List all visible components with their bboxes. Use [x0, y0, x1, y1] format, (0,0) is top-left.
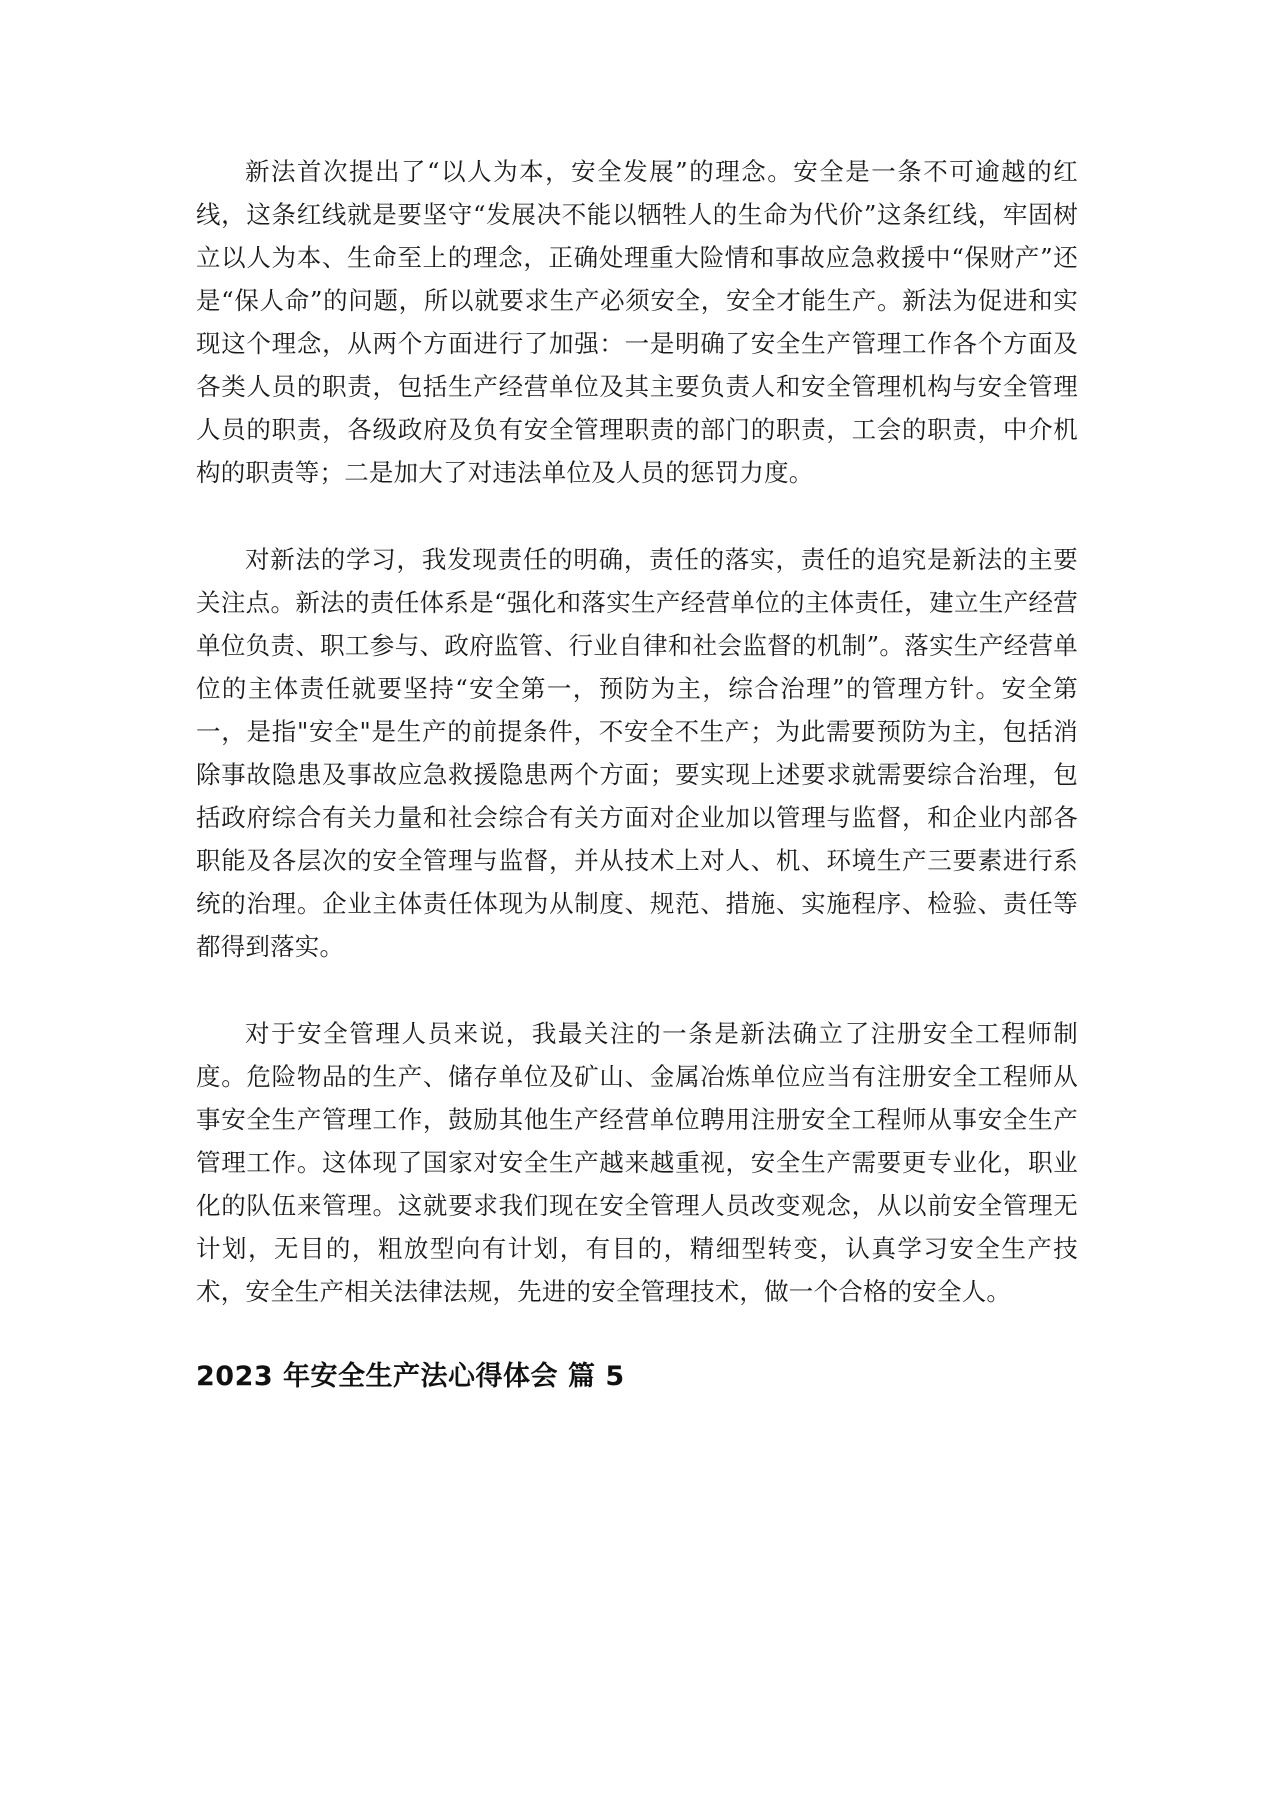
paragraph-1: 新法首次提出了“以人为本，安全发展”的理念。安全是一条不可逾越的红线，这条红线就是要坚守“发展决不能以牺牲人的生命为代价”这条红线，牢固树立以人为本、生命至上的理念，正确处理重大险情和事故应急救援中“保财产”还是“保人命”的问题，所以就要求生产必须安全，安全才能生产。新法为促进和实现这个理念，从两个方面进行了加强：一是明确了安全生产管理工作各个方面及各类人员的职责，包括生产经营单位及其主要负责人和安全管理机构与安全管理人员的职责，各级政府及负有安全管理职责的部门的职责，工会的职责，中介机构的职责等；二是加大了对违法单位及人员的惩罚力度。 [196, 157, 1078, 487]
document-body [196, 150, 1078, 1397]
paragraph-3: 对于安全管理人员来说，我最关注的一条是新法确立了注册安全工程师制度。危险物品的生产、储存单位及矿山、金属冶炼单位应当有注册安全工程师从事安全生产管理工作，鼓励其他生产经营单位聘用注册安全工程师从事安全生产管理工作。这体现了国家对安全生产越来越重视，安全生产需要更专业化，职业化的队伍来管理。这就要求我们现在安全管理人员改变观念，从以前安全管理无计划，无目的，粗放型向有计划，有目的，精细型转变，认真学习安全生产技术，安全生产相关法律法规，先进的安全管理技术，做一个合格的安全人。 [196, 1019, 1078, 1306]
section-heading: 2023 年安全生产法心得体会 篇 5 [196, 1361, 625, 1392]
paragraph-2: 对新法的学习，我发现责任的明确，责任的落实，责任的追究是新法的主要关注点。新法的责任体系是“强化和落实生产经营单位的主体责任，建立生产经营单位负责、职工参与、政府监管、行业自律和社会监督的机制”。落实生产经营单位的主体责任就要坚持“安全第一，预防为主，综合治理”的管理方针。安全第一，是指"安全"是生产的前提条件，不安全不生产；为此需要预防为主，包括消除事故隐患及事故应急救援隐患两个方面；要实现上述要求就需要综合治理，包括政府综合有关力量和社会综合有关方面对企业加以管理与监督，和企业内部各职能及各层次的安全管理与监督，并从技术上对人、机、环境生产三要素进行系统的治理。企业主体责任体现为从制度、规范、措施、实施程序、检验、责任等都得到落实。 [196, 545, 1078, 961]
